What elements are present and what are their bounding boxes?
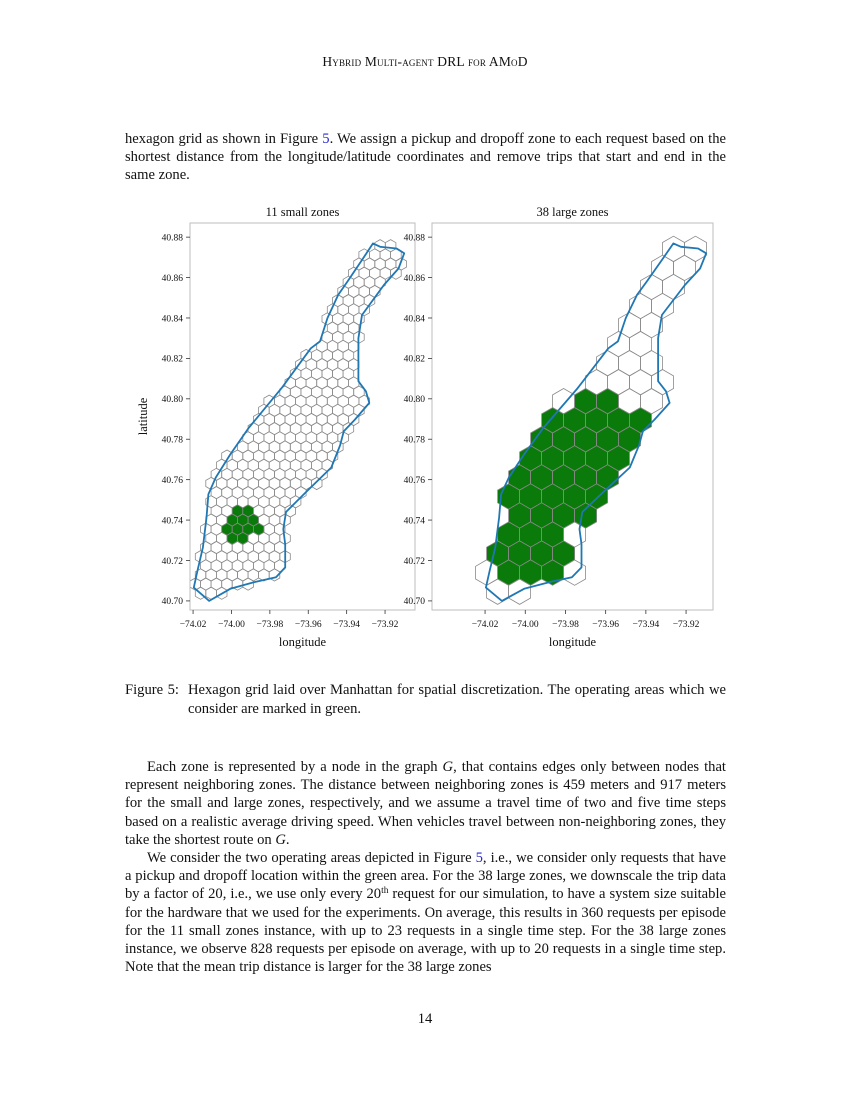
hex-zone	[391, 267, 402, 279]
y-tick-label: 40.82	[403, 354, 425, 365]
text: , i.e., we consider only requests that have a pickup and dropoff location within the green area. For the 38 large zones, we downscale the trip data by a factor of 20, i.e., we use only every 20	[125, 850, 726, 903]
x-axis-label: longitude	[548, 635, 597, 649]
hex-zone	[663, 236, 685, 261]
y-tick-label: 40.80	[161, 395, 183, 406]
hex-zone	[652, 370, 674, 395]
hex-zone	[641, 351, 663, 376]
y-tick-label: 40.76	[161, 475, 183, 486]
x-tick-label: −73.94	[632, 620, 660, 630]
map-panel-2	[404, 205, 713, 649]
y-tick-label: 40.82	[161, 354, 183, 365]
x-tick-label: −73.94	[333, 620, 361, 630]
math-symbol: G	[442, 759, 454, 775]
y-tick-label: 40.88	[403, 233, 425, 244]
text: . We assign a pickup and dropoff zone to each request based on the shortest distance from the longitude/latitude coordinates and remove trips that start and end in the same zone.	[125, 131, 726, 184]
text: hexagon grid as shown in Figure	[125, 131, 323, 147]
text: Each zone is represented by a node in the graph	[147, 759, 443, 775]
y-tick-label: 40.80	[403, 395, 425, 406]
figure-5-hexagon-maps	[0, 195, 850, 655]
text: We consider the two operating areas depicted in Figure	[147, 850, 476, 866]
y-tick-label: 40.78	[403, 435, 425, 446]
y-tick-label: 40.74	[403, 516, 425, 527]
caption-text: Hexagon grid laid over Manhattan for spatial discretization. The operating areas which we consider are marked in green.	[187, 682, 727, 717]
y-tick-label: 40.88	[161, 233, 183, 244]
paragraph-graph	[125, 758, 726, 849]
hex-zone	[630, 331, 652, 356]
manhattan-outline	[194, 243, 404, 601]
y-tick-label: 40.86	[403, 273, 425, 284]
text: , that contains edges only between nodes that represent neighboring zones. The distance between neighboring zones is 459 meters and 917 meters for the small and large zones, respectively, and we assume a travel time of two and five time steps based on a realistic average driving speed. When vehicles travel between non-neighboring zones, they take the shortest route on	[125, 759, 726, 848]
x-tick-label: −74.00	[511, 620, 539, 630]
page-number: 14	[417, 1011, 433, 1027]
y-tick-label: 40.74	[161, 516, 183, 527]
x-tick-label: −73.96	[294, 620, 322, 630]
y-tick-label: 40.84	[403, 314, 425, 325]
y-axis-label: latitude	[136, 397, 150, 436]
x-tick-label: −74.02	[179, 620, 207, 630]
hex-zone	[619, 351, 641, 376]
x-tick-label: −74.00	[218, 620, 245, 630]
hex-zone	[608, 331, 630, 356]
x-tick-label: −73.92	[672, 620, 700, 630]
x-axis-label: longitude	[278, 635, 327, 649]
hex-grid	[190, 240, 407, 601]
figure-caption	[125, 681, 726, 719]
text: .	[285, 831, 290, 848]
y-tick-label: 40.70	[161, 597, 183, 608]
panel-title: 11 small zones	[265, 205, 340, 219]
hex-zone	[630, 370, 652, 395]
x-tick-label: −73.98	[256, 620, 284, 630]
superscript: th	[381, 886, 389, 897]
x-tick-label: −73.96	[592, 620, 620, 630]
math-symbol: G	[275, 831, 286, 848]
x-tick-label: −73.92	[371, 620, 399, 630]
y-tick-label: 40.78	[161, 435, 183, 446]
y-tick-label: 40.72	[403, 556, 425, 567]
hex-zone	[663, 274, 685, 299]
y-tick-label: 40.76	[403, 475, 425, 486]
running-header: Hybrid Multi-agent DRL for AMoD	[322, 54, 528, 69]
text: request for our simulation, to have a system size suitable for the hardware that we used for the experiments. On average, this results in 360 requests per episode for the 11 small zones instance, with up to 23 requests in a single time step. For the 38 large zones instance, we observe 828 requests per episode on average, with up to 20 requests in a single time step. Note that the mean trip distance is larger for the 38 large zones	[125, 886, 726, 976]
y-tick-label: 40.72	[161, 556, 183, 567]
caption-label: Figure 5:	[125, 682, 179, 698]
hex-zone	[619, 312, 641, 337]
figure-ref-link[interactable]: 5	[322, 131, 330, 147]
hex-grid	[476, 236, 707, 604]
figure-ref-link[interactable]: 5	[475, 850, 483, 866]
y-tick-label: 40.86	[161, 273, 183, 284]
hex-zone	[597, 351, 619, 376]
y-tick-label: 40.84	[161, 314, 183, 325]
hex-zone	[630, 293, 652, 318]
paragraph-operating-areas	[125, 849, 726, 976]
panel-title: 38 large zones	[536, 205, 609, 219]
x-tick-label: −74.02	[471, 620, 499, 630]
y-tick-label: 40.70	[403, 597, 425, 608]
map-panel-1	[136, 205, 415, 649]
paragraph-continuation	[125, 130, 726, 185]
x-tick-label: −73.98	[552, 620, 579, 630]
